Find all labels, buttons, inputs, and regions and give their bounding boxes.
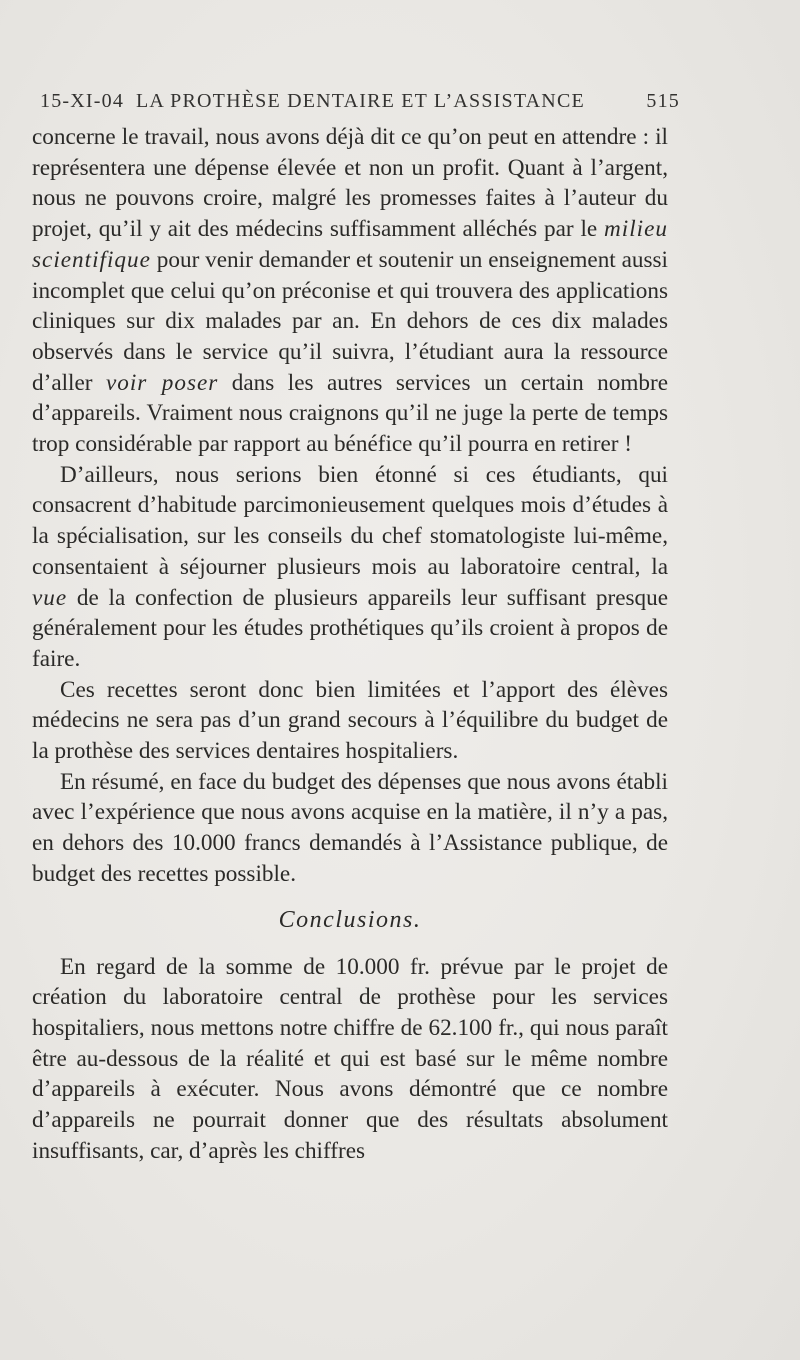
paragraph-1-part-b: pour venir demander et soutenir un enseignement aussi incomplet que celui qu’on préconise et qui trouvera des applications cliniques sur dix malades par an. En dehors de ces dix malades observés dans le service qu’il suivra, l’étudiant aura la ressource d’aller xyxy=(32,246,668,396)
emphasis-milieu-scientifique: milieu scientifique xyxy=(32,216,668,273)
header-date: 15-XI-04 xyxy=(40,90,125,112)
emphasis-voir-poser: voir poser xyxy=(105,369,219,396)
paragraph-2-part-a: D’ailleurs, nous serions bien étonné si ces étudiants, qui consacrent d’habitude parcimonieusement quelques mois d’études à la spécialisation, sur les conseils du chef stomatologiste lui-même, consentaient à séjourner plusieurs mois au laboratoire central, la xyxy=(32,461,668,580)
paragraph-1-part-a: concerne le travail, nous avons déjà dit ce qu’on peut en attendre : il représentera une dépense élevée et non un profit. Quant à l’argent, nous ne pouvons croire, malgré les promesses faites à l’auteur du projet, qu’il y ait des médecins suffisamment alléchés par le xyxy=(32,124,668,243)
paragraph-2 xyxy=(32,460,668,675)
paragraph-1-part-c: dans les autres services un certain nombre d’appareils. Vraiment nous craignons qu’il ne juge la perte de temps trop considérable par rapport au bénéfice qu’il pourra en retirer ! xyxy=(32,369,668,458)
paragraph-5: En regard de la somme de 10.000 fr. prévue par le projet de création du laboratoire central de prothèse pour les services hospitaliers, nous mettons notre chiffre de 62.100 fr., qui nous paraît être au-dessous de la réalité et qui est basé sur le même nombre d’appareils à exécuter. Nous avons démontré que ce nombre d’appareils ne pourrait donner que des résultats absolument insuffisants, car, d’après les chiffres xyxy=(32,953,668,1164)
body-text xyxy=(32,122,668,1167)
paragraph-3: Ces recettes seront donc bien limitées et l’apport des élèves médecins ne sera pas d’un grand secours à l’équilibre du budget de la prothèse des services dentaires hospitaliers. xyxy=(32,676,668,765)
paragraph-2-part-b: de la confection de plusieurs appareils leur suffisant presque généralement pour les études prothétiques qu’ils croient à propos de faire. xyxy=(32,584,668,672)
section-heading: Conclusions. xyxy=(278,906,422,933)
header-title: LA PROTHÈSE DENTAIRE ET L’ASSISTANCE xyxy=(136,90,585,112)
running-head xyxy=(40,90,680,120)
paragraph-1 xyxy=(32,122,668,460)
page-number: 515 xyxy=(646,90,680,112)
paragraph-4: En résumé, en face du budget des dépenses que nous avons établi avec l’expérience que nous avons acquise en la matière, il n’y a pas, en dehors des 10.000 francs demandés à l’Assistance publique, de budget des recettes possible. xyxy=(32,768,668,887)
emphasis-vue: vue xyxy=(32,584,68,611)
